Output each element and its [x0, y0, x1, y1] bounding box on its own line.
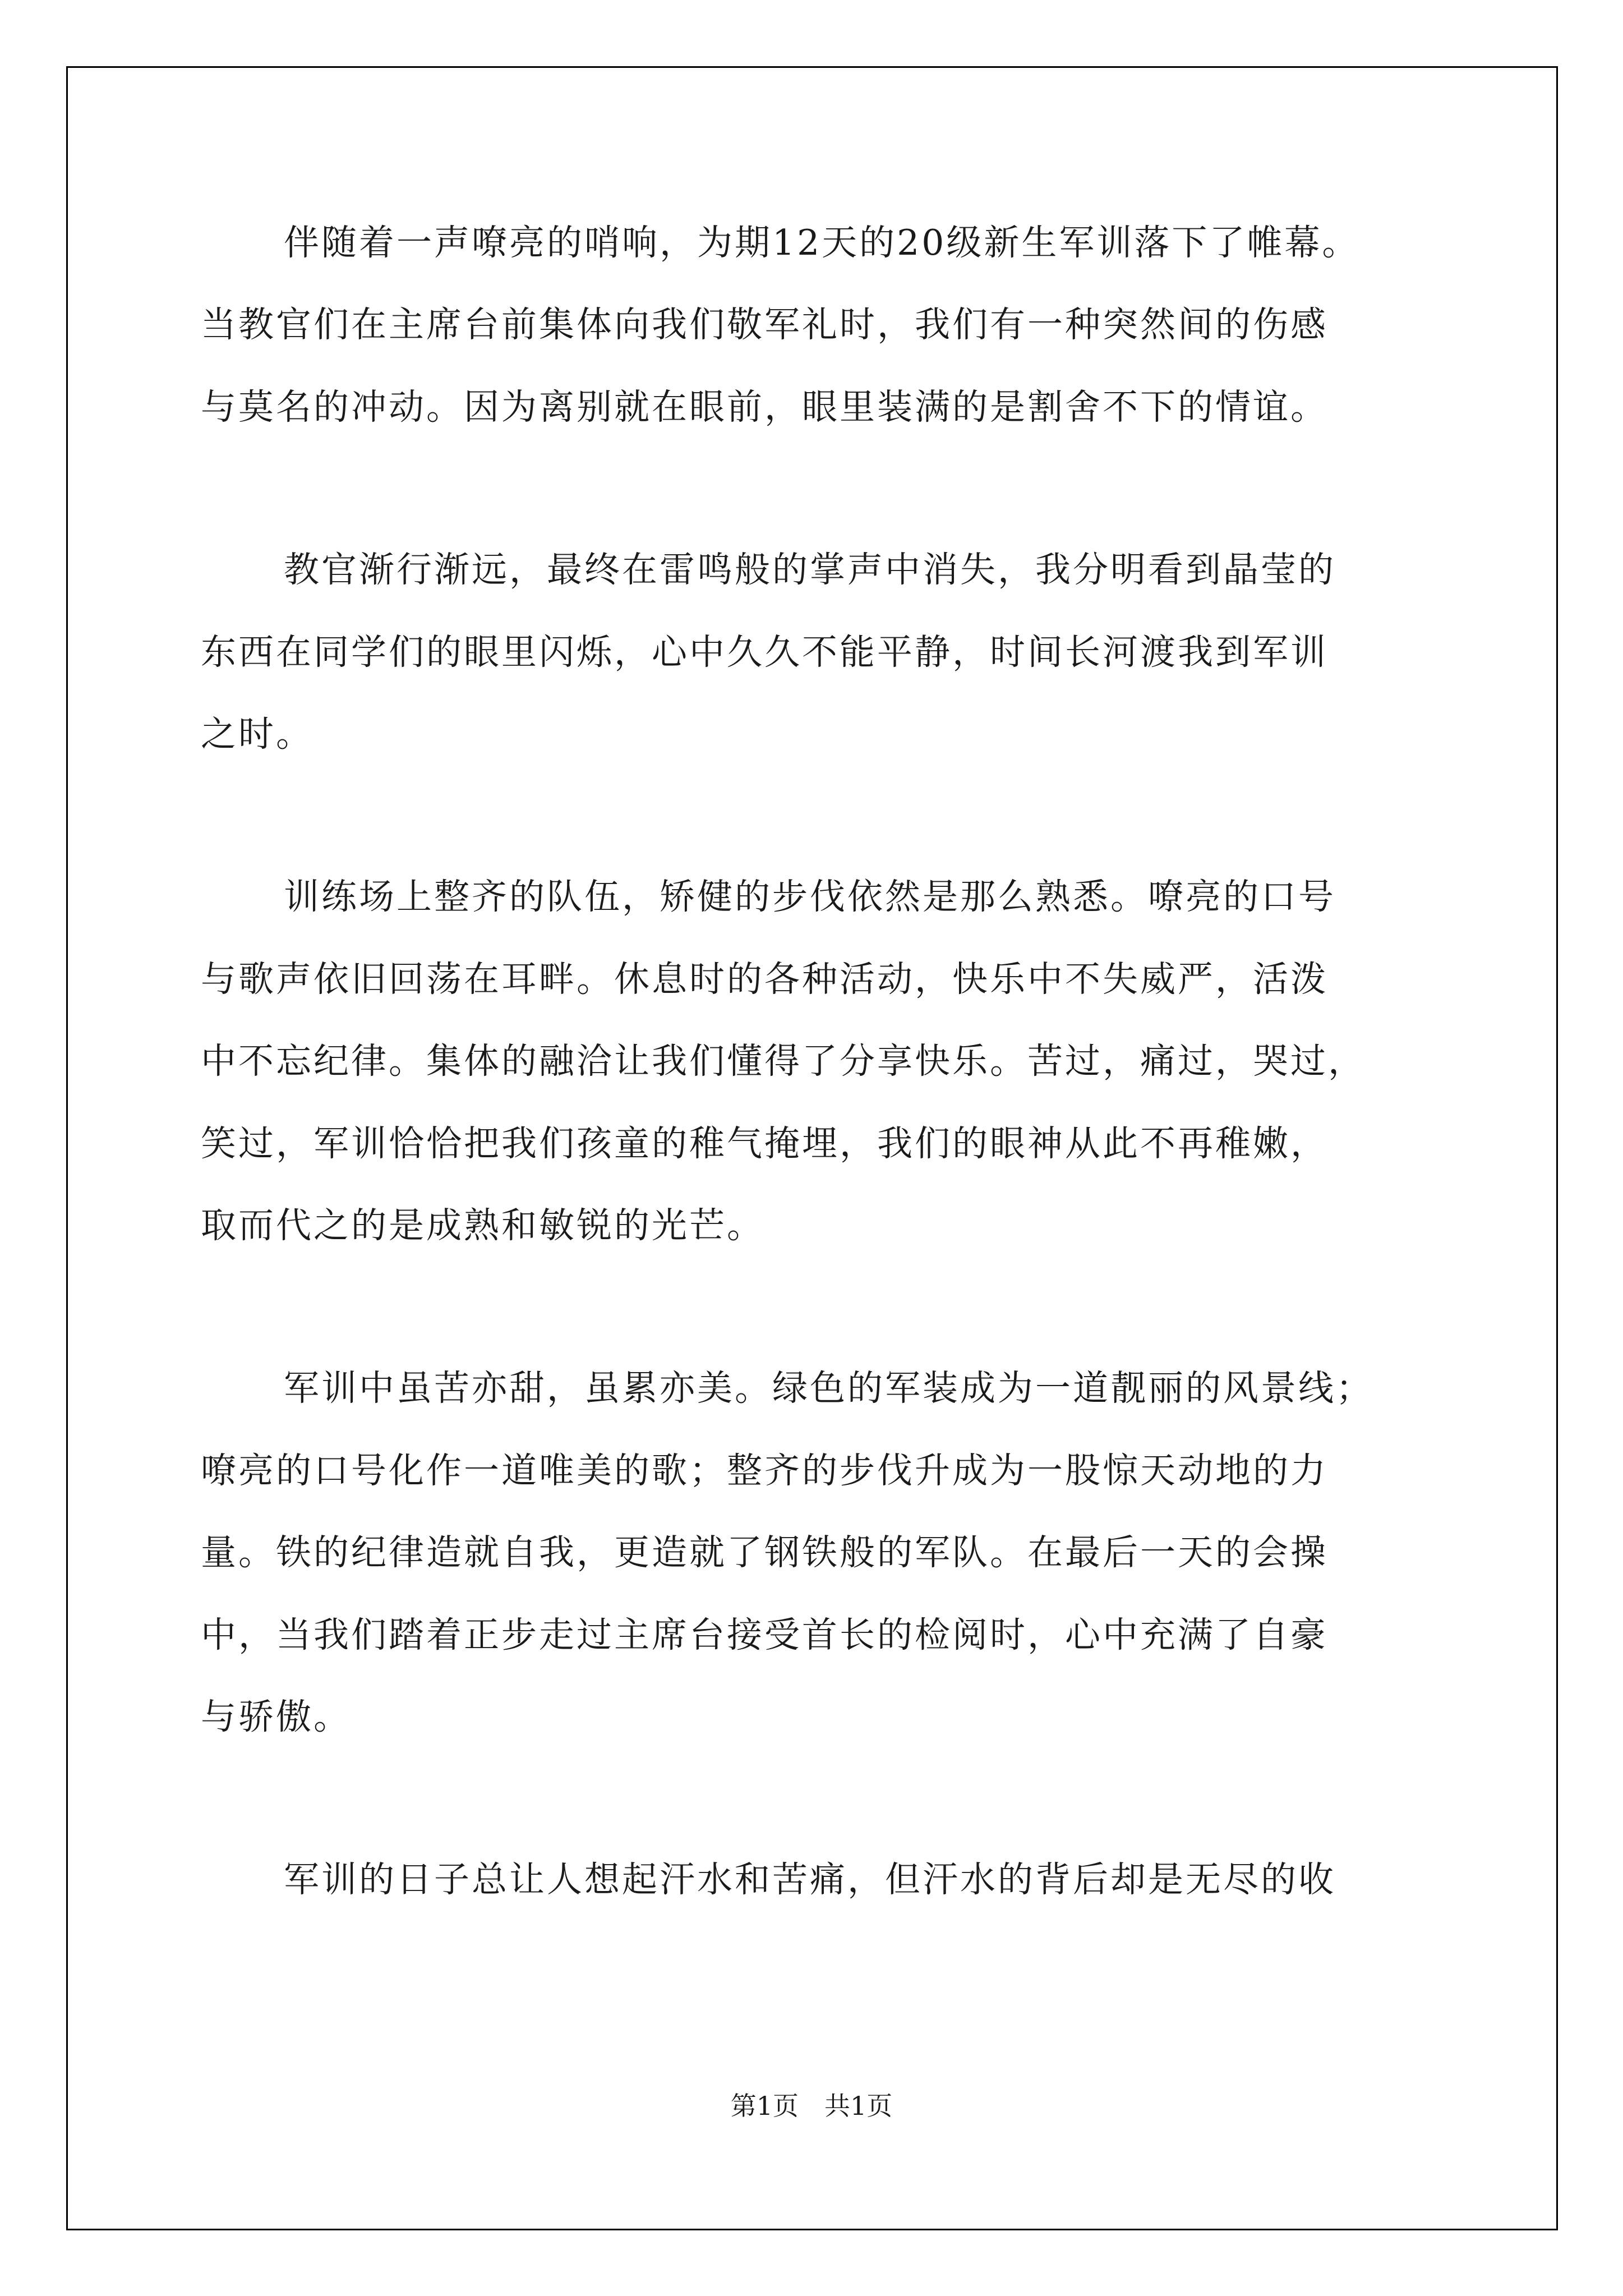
text-line: 之时。	[201, 714, 313, 754]
text-line: 中，当我们踏着正步走过主席台接受首长的检阅时，心中充满了自豪	[201, 1614, 1328, 1655]
text-line: 东西在同学们的眼里闪烁，心中久久不能平静，时间长河渡我到军训	[201, 632, 1328, 673]
page-number-footer: 第1页 共1页	[730, 2091, 893, 2121]
text-line: 中不忘纪律。集体的融洽让我们懂得了分享快乐。苦过，痛过，哭过，	[201, 1041, 1366, 1082]
text-line: 与莫名的冲动。因为离别就在眼前，眼里装满的是割舍不下的情谊。	[201, 386, 1328, 427]
text-line: 伴随着一声嘹亮的哨响，为期12天的20级新生军训落下了帷幕。	[284, 222, 1360, 263]
text-line: 当教官们在主席台前集体向我们敬军礼时，我们有一种突然间的伤感	[201, 304, 1328, 345]
text-line: 取而代之的是成熟和敏锐的光芒。	[201, 1205, 764, 1246]
text-line: 军训的日子总让人想起汗水和苦痛，但汗水的背后却是无尽的收	[284, 1859, 1336, 1900]
text-line: 与歌声依旧回荡在耳畔。休息时的各种活动，快乐中不失威严，活泼	[201, 959, 1328, 1000]
text-line: 笑过，军训恰恰把我们孩童的稚气掩埋，我们的眼神从此不再稚嫩，	[201, 1123, 1328, 1164]
text-line: 与骄傲。	[201, 1696, 351, 1737]
text-line: 量。铁的纪律造就自我，更造就了钢铁般的军队。在最后一天的会操	[201, 1532, 1328, 1573]
text-line: 训练场上整齐的队伍，矫健的步伐依然是那么熟悉。嘹亮的口号	[284, 876, 1336, 917]
text-line: 军训中虽苦亦甜，虽累亦美。绿色的军装成为一道靓丽的风景线；	[284, 1368, 1373, 1409]
text-line: 教官渐行渐远，最终在雷鸣般的掌声中消失，我分明看到晶莹的	[284, 549, 1336, 590]
text-line: 嘹亮的口号化作一道唯美的歌；整齐的步伐升成为一股惊天动地的力	[201, 1450, 1328, 1491]
